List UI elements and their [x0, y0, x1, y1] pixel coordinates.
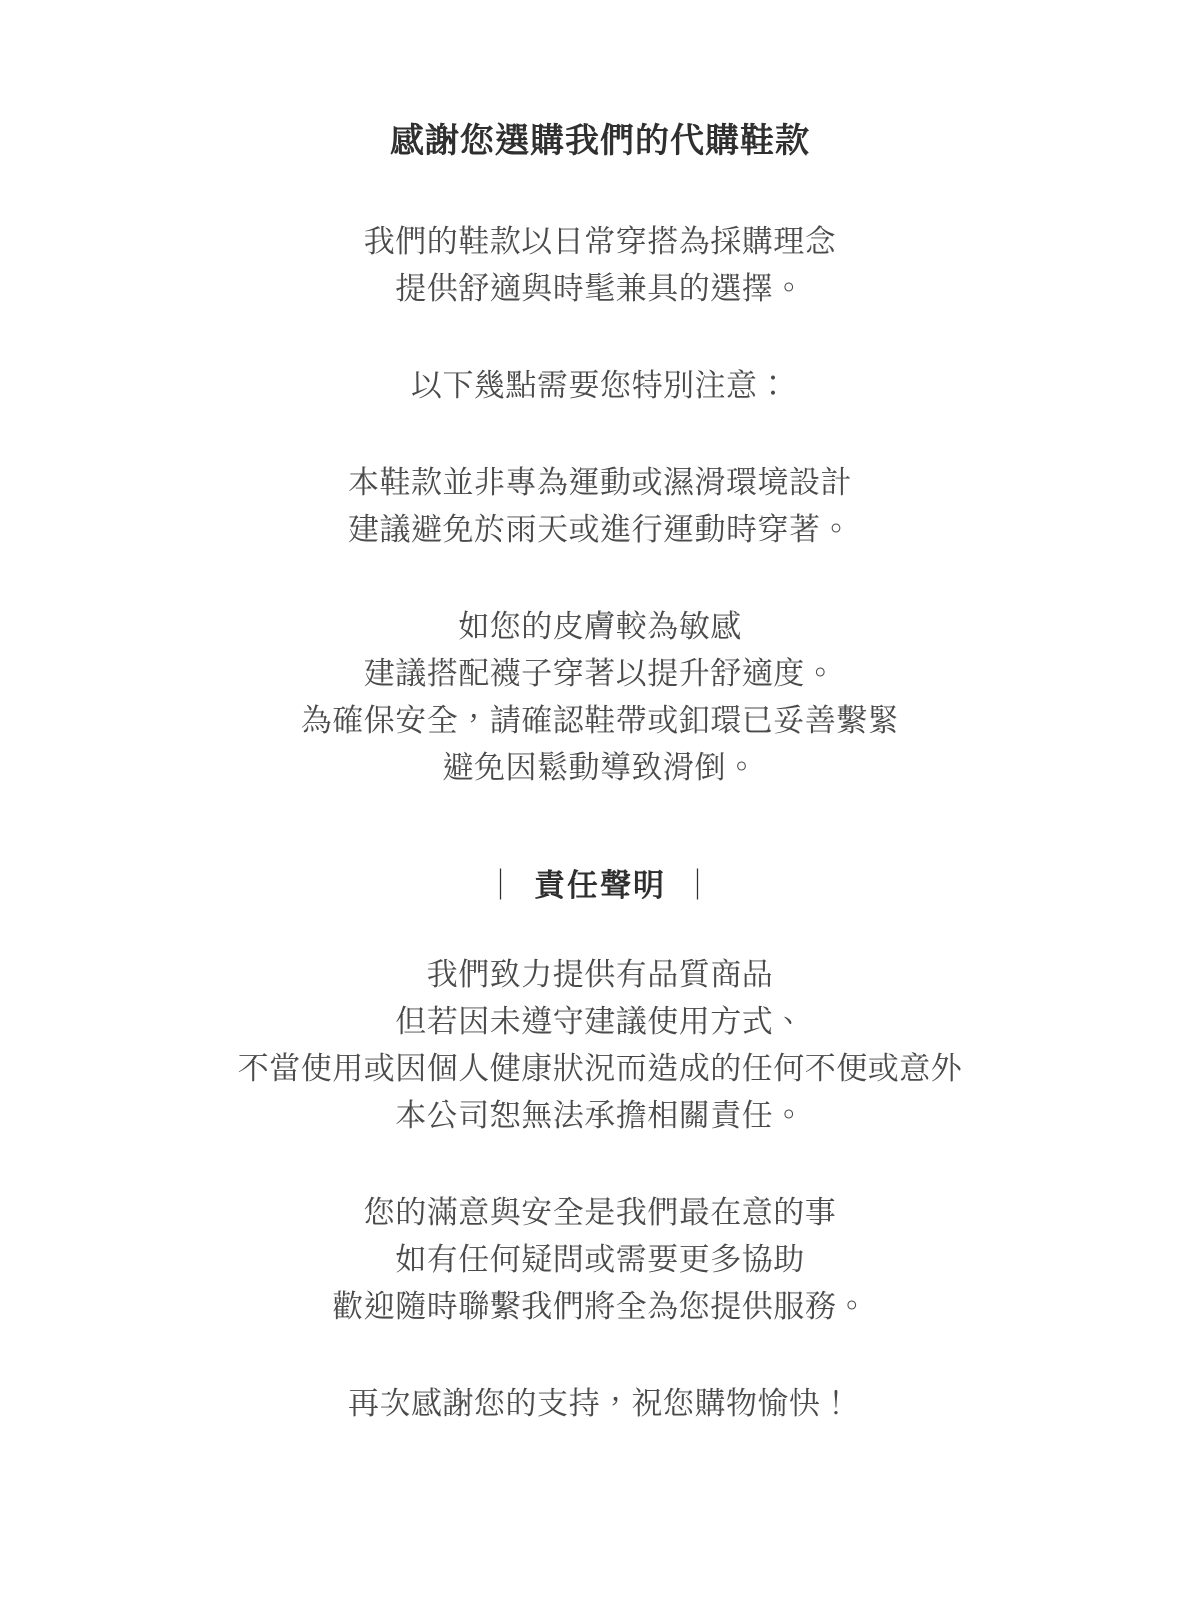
paragraph-line: 建議搭配襪子穿著以提升舒適度。 — [363, 656, 837, 692]
paragraph-line: 再次感謝您的支持，祝您購物愉快！ — [348, 1386, 852, 1422]
paragraph-line: 以下幾點需要您特別注意： — [411, 367, 789, 403]
support-paragraph — [60, 1189, 1140, 1330]
closing-paragraph — [60, 1380, 1140, 1427]
paragraph-line: 提供舒適與時髦兼具的選擇。 — [395, 270, 805, 306]
section-heading-label: 責任聲明 — [534, 867, 666, 903]
paragraph-line: 我們致力提供有品質商品 — [426, 956, 774, 992]
paragraph-line: 但若因未遵守建議使用方式、 — [395, 1003, 805, 1039]
paragraph-line: 如有任何疑問或需要更多協助 — [395, 1242, 805, 1278]
usage-warning-paragraph — [60, 459, 1140, 553]
section-heading-liability — [469, 860, 731, 905]
paragraph-line: 如您的皮膚較為敏感 — [458, 609, 742, 645]
paragraph-line: 不當使用或因個人健康狀況而造成的任何不便或意外 — [237, 1050, 963, 1086]
page-title: 感謝您選購我們的代購鞋款 — [390, 122, 810, 160]
paragraph-line: 您的滿意與安全是我們最在意的事 — [363, 1195, 837, 1231]
comfort-safety-paragraph — [60, 603, 1140, 791]
intro-paragraph — [60, 218, 1140, 312]
liability-paragraph — [60, 951, 1140, 1139]
divider-bar-left: ｜ — [485, 867, 518, 903]
divider-bar-right: ｜ — [682, 867, 715, 903]
paragraph-line: 我們的鞋款以日常穿搭為採購理念 — [363, 223, 837, 259]
paragraph-line: 歡迎隨時聯繫我們將全為您提供服務。 — [332, 1289, 868, 1325]
paragraph-line: 本鞋款並非專為運動或濕滑環境設計 — [348, 464, 852, 500]
paragraph-line: 本公司恕無法承擔相關責任。 — [395, 1097, 805, 1133]
paragraph-line: 建議避免於雨天或進行運動時穿著。 — [348, 512, 852, 548]
paragraph-line: 避免因鬆動導致滑倒。 — [442, 750, 758, 786]
paragraph-line: 為確保安全，請確認鞋帶或釦環已妥善繫緊 — [300, 703, 900, 739]
notice-lead-paragraph — [60, 362, 1140, 409]
